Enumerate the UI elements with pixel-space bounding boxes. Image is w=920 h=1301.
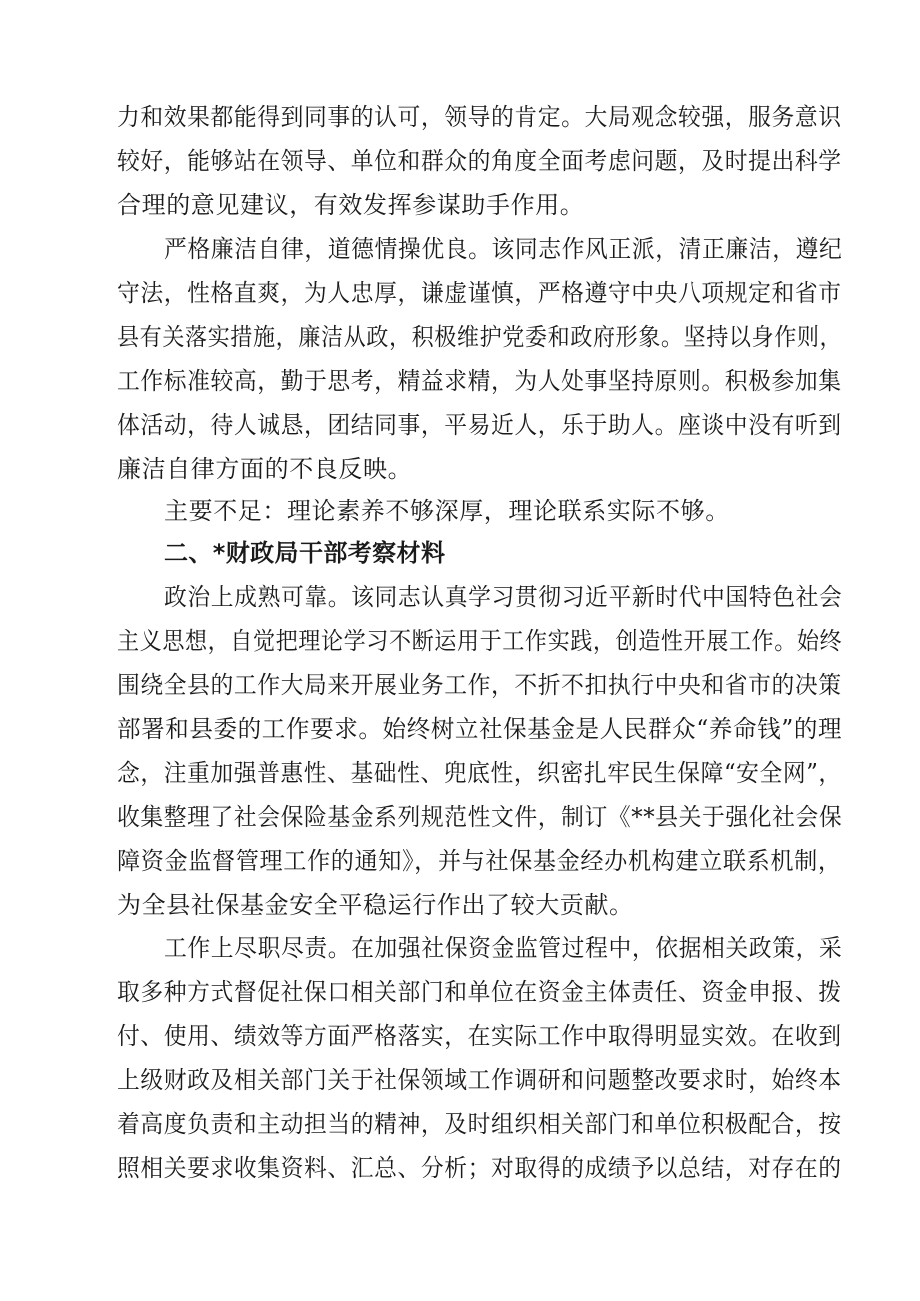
text-line: 合理的意见建议，有效发挥参谋助手作用。 xyxy=(117,191,585,219)
text-line: 体活动，待人诚恳，团结同事，平易近人，乐于助人。座谈中没有听到 xyxy=(117,411,842,439)
text-line: 取多种方式督促社保口相关部门和单位在资金主体责任、资金申报、拨 xyxy=(117,978,842,1006)
shortcomings-line: 主要不足：理论素养不够深厚，理论联系实际不够。 xyxy=(164,497,730,525)
text-line: 着高度负责和主动担当的精神，及时组织相关部门和单位积极配合，按 xyxy=(117,1110,842,1138)
text-line: 围绕全县的工作大局来开展业务工作，不折不扣执行中央和省市的决策 xyxy=(117,671,842,699)
text-line: 主义思想，自觉把理论学习不断运用于工作实践，创造性开展工作。始终 xyxy=(117,627,843,655)
text-line: 障资金监督管理工作的通知》，并与社保基金经办机构建立联系机制， xyxy=(117,847,842,875)
text-line: 照相关要求收集资料、汇总、分析；对取得的成绩予以总结，对存在的 xyxy=(117,1154,842,1182)
text-line: 较好，能够站在领导、单位和群众的角度全面考虑问题，及时提出科学 xyxy=(117,147,842,175)
paragraph-start-line: 政治上成熟可靠。该同志认真学习贯彻习近平新时代中国特色社会 xyxy=(164,583,843,611)
text-line: 守法，性格直爽，为人忠厚，谦虚谨慎，严格遵守中央八项规定和省市 xyxy=(117,279,842,307)
text-line: 县有关落实措施，廉洁从政，积极维护党委和政府形象。坚持以身作则， xyxy=(117,323,843,351)
section-heading: 二、*财政局干部考察材料 xyxy=(164,539,446,567)
text-line: 廉洁自律方面的不良反映。 xyxy=(117,455,413,483)
text-line: 力和效果都能得到同事的认可，领导的肯定。大局观念较强，服务意识 xyxy=(117,103,842,131)
text-line: 为全县社保基金安全平稳运行作出了较大贡献。 xyxy=(117,891,634,919)
paragraph-start-line: 严格廉洁自律，道德情操优良。该同志作风正派，清正廉洁，遵纪 xyxy=(164,235,843,263)
text-line: 收集整理了社会保险基金系列规范性文件，制订《**县关于强化社会保 xyxy=(117,803,843,831)
text-line: 工作标准较高，勤于思考，精益求精，为人处事坚持原则。积极参加集 xyxy=(117,367,842,395)
text-line: 部署和县委的工作要求。始终树立社保基金是人民群众“养命钱”的理 xyxy=(117,715,843,743)
text-line: 付、使用、绩效等方面严格落实，在实际工作中取得明显实效。在收到 xyxy=(117,1022,842,1050)
paragraph-start-line: 工作上尽职尽责。在加强社保资金监管过程中，依据相关政策，采 xyxy=(164,934,843,962)
text-line: 上级财政及相关部门关于社保领域工作调研和问题整改要求时，始终本 xyxy=(117,1066,842,1094)
text-line: 念，注重加强普惠性、基础性、兜底性，织密扎牢民生保障“安全网”， xyxy=(117,759,842,787)
